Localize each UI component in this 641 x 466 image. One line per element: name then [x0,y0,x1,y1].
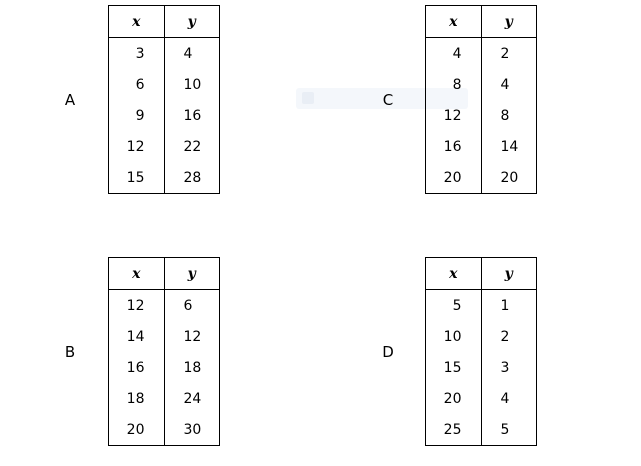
table-row [426,352,537,383]
table-row [109,321,220,352]
x-value: 15 [426,352,482,383]
x-value: 9 [109,100,165,131]
table-row [426,38,537,70]
y-value: 5 [481,414,537,446]
column-header-y: y [164,6,220,38]
table-row [426,162,537,194]
x-value: 18 [109,383,165,414]
x-value: 8 [426,69,482,100]
column-header-x: x [109,258,165,290]
column-header-y: y [481,6,537,38]
x-value: 16 [426,131,482,162]
x-value: 20 [426,162,482,194]
x-value: 15 [109,162,165,194]
table-row [426,290,537,322]
table-row [426,321,537,352]
y-value: 14 [481,131,537,162]
y-value: 1 [481,290,537,322]
column-header-x: x [426,6,482,38]
table-row [426,100,537,131]
x-value: 12 [109,290,165,322]
column-header-x: x [426,258,482,290]
table-row [426,414,537,446]
y-value: 4 [164,38,220,70]
table-row [109,131,220,162]
table-row [109,38,220,70]
choice-label-a: A [64,91,76,109]
x-value: 12 [109,131,165,162]
table-choice-b [108,257,220,446]
y-value: 28 [164,162,220,194]
y-value: 16 [164,100,220,131]
table-row [109,414,220,446]
table-row [426,383,537,414]
table-row [109,383,220,414]
y-value: 2 [481,38,537,70]
table-row [426,69,537,100]
y-value: 22 [164,131,220,162]
choice-label-b: B [64,343,76,361]
table-row [109,162,220,194]
x-value: 5 [426,290,482,322]
x-value: 3 [109,38,165,70]
table-row [426,131,537,162]
x-value: 10 [426,321,482,352]
y-value: 8 [481,100,537,131]
choice-label-d: D [382,343,394,361]
y-value: 3 [481,352,537,383]
y-value: 24 [164,383,220,414]
y-value: 4 [481,383,537,414]
x-value: 20 [426,383,482,414]
y-value: 30 [164,414,220,446]
table-row [109,100,220,131]
y-value: 20 [481,162,537,194]
table-row [109,352,220,383]
faint-overlay-icon [302,92,314,104]
x-value: 14 [109,321,165,352]
column-header-y: y [164,258,220,290]
table-choice-a [108,5,220,194]
table-row [109,290,220,322]
x-value: 6 [109,69,165,100]
x-value: 20 [109,414,165,446]
x-value: 16 [109,352,165,383]
column-header-y: y [481,258,537,290]
table-choice-c [425,5,537,194]
y-value: 12 [164,321,220,352]
table-choice-d [425,257,537,446]
x-value: 4 [426,38,482,70]
table-row [109,69,220,100]
y-value: 6 [164,290,220,322]
y-value: 18 [164,352,220,383]
y-value: 2 [481,321,537,352]
y-value: 4 [481,69,537,100]
x-value: 25 [426,414,482,446]
x-value: 12 [426,100,482,131]
y-value: 10 [164,69,220,100]
column-header-x: x [109,6,165,38]
choice-label-c: C [382,91,394,109]
